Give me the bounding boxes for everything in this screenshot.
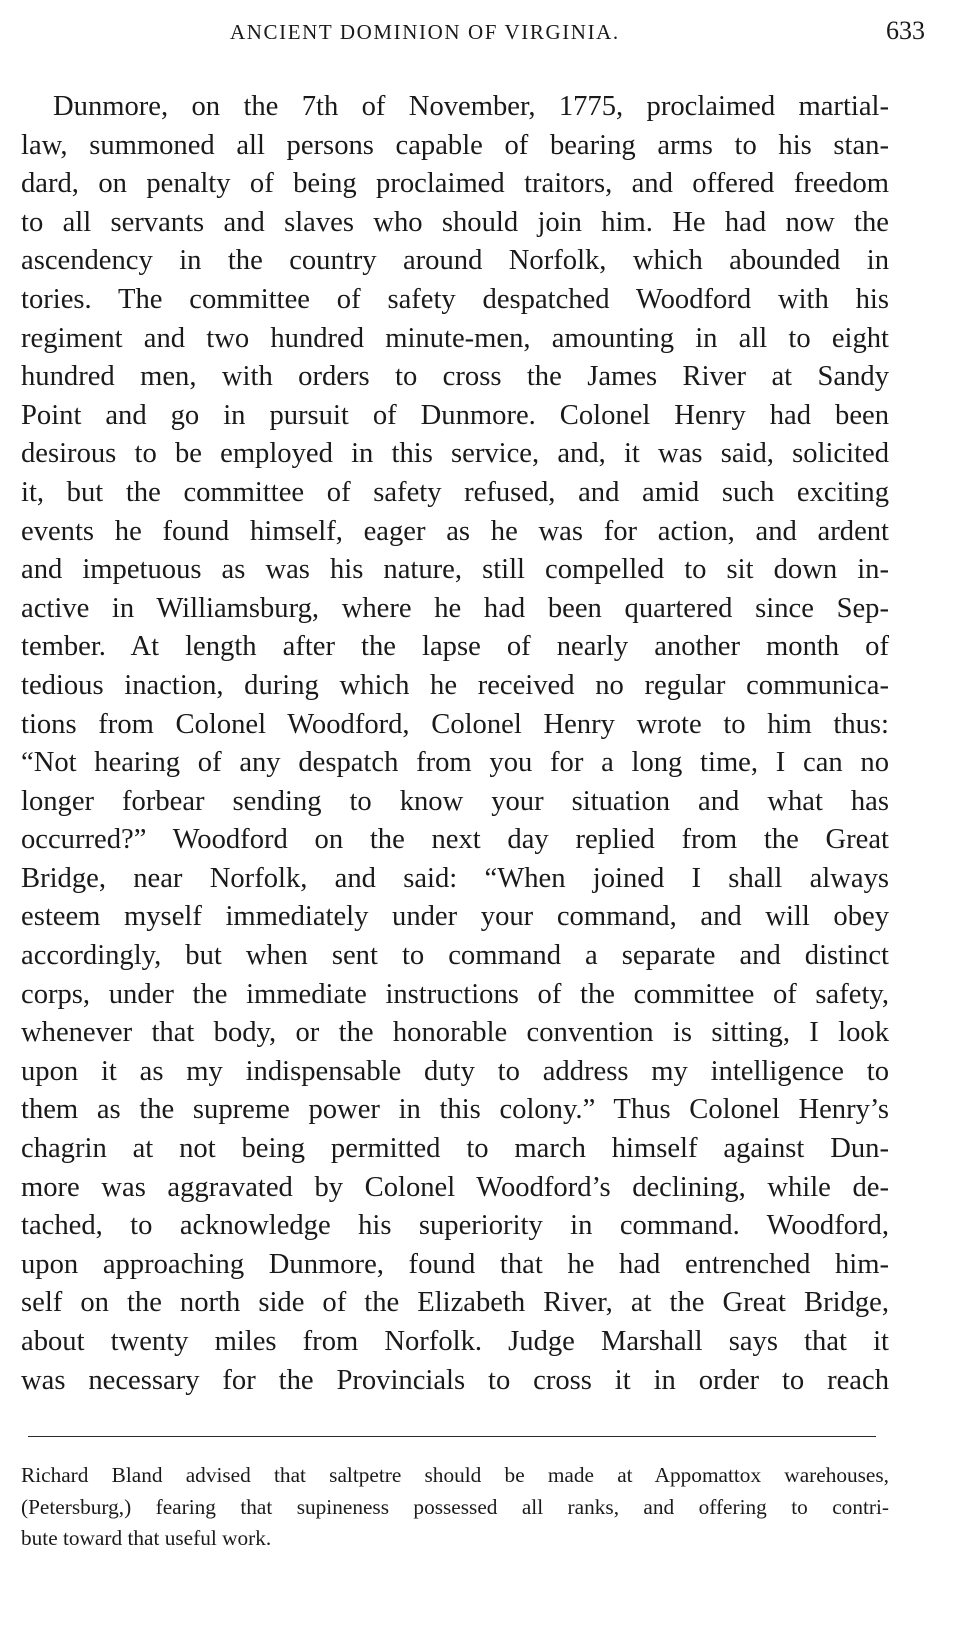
text-line: chagrin at not being permitted to march himself against Dun-	[21, 1133, 889, 1165]
text-line: upon it as my indispensable duty to address my intelligence to	[21, 1055, 889, 1087]
running-title: ANCIENT DOMINION OF VIRGINIA.	[230, 20, 620, 44]
text-line: desirous to be employed in this service, and, it was said, solicited	[21, 438, 889, 470]
text-line: esteem myself immediately under your command, and will obey	[21, 901, 889, 933]
footnote-divider	[28, 1436, 876, 1437]
text-line: ascendency in the country around Norfolk, which abounded in	[21, 245, 889, 277]
text-line: corps, under the immediate instructions of the committee of safety,	[21, 978, 889, 1010]
text-line: Point and go in pursuit of Dunmore. Colonel Henry had been	[21, 399, 889, 431]
text-line: them as the supreme power in this colony.” Thus Colonel Henry’s	[21, 1094, 889, 1126]
text-line: to all servants and slaves who should join him. He had now the	[21, 206, 889, 238]
text-line: Dunmore, on the 7th of November, 1775, proclaimed martial-	[53, 91, 889, 122]
text-line: tories. The committee of safety despatched Woodford with his	[21, 283, 889, 315]
text-line: tached, to acknowledge his superiority in command. Woodford,	[21, 1210, 889, 1242]
text-line: accordingly, but when sent to command a separate and distinct	[21, 940, 889, 972]
text-line: tember. At length after the lapse of nearly another month of	[21, 631, 889, 663]
text-line: it, but the committee of safety refused, and amid such exciting	[21, 476, 889, 508]
footnote-line: Richard Bland advised that saltpetre should be made at Appomattox warehouses,	[21, 1463, 889, 1487]
footnote-line: bute toward that useful work.	[21, 1526, 272, 1550]
text-line: active in Williamsburg, where he had been quartered since Sep-	[21, 592, 889, 624]
text-line: tedious inaction, during which he received no regular communica-	[21, 669, 889, 701]
text-line: upon approaching Dunmore, found that he had entrenched him-	[21, 1248, 889, 1280]
text-line: “Not hearing of any despatch from you for a long time, I can no	[21, 747, 889, 779]
text-line: was necessary for the Provincials to cross it in order to reach	[21, 1364, 889, 1396]
text-line: longer forbear sending to know your situation and what has	[21, 785, 889, 817]
text-line: more was aggravated by Colonel Woodford’s declining, while de-	[21, 1171, 889, 1203]
text-line: tions from Colonel Woodford, Colonel Henry wrote to him thus:	[21, 708, 889, 740]
text-line: regiment and two hundred minute-men, amounting in all to eight	[21, 322, 889, 354]
text-line: self on the north side of the Elizabeth River, at the Great Bridge,	[21, 1287, 889, 1319]
text-line: events he found himself, eager as he was for action, and ardent	[21, 515, 889, 547]
footnote	[21, 1460, 889, 1555]
text-line: dard, on penalty of being proclaimed traitors, and offered freedom	[21, 168, 889, 200]
text-line: law, summoned all persons capable of bearing arms to his stan-	[21, 129, 889, 161]
text-line: occurred?” Woodford on the next day replied from the Great	[21, 824, 889, 856]
text-line: about twenty miles from Norfolk. Judge Marshall says that it	[21, 1326, 889, 1357]
text-line: whenever that body, or the honorable convention is sitting, I look	[21, 1017, 889, 1049]
body-text	[21, 88, 889, 1400]
text-line: Bridge, near Norfolk, and said: “When joined I shall always	[21, 862, 889, 894]
footnote-line: (Petersburg,) fearing that supineness possessed all ranks, and offering to contri-	[21, 1494, 889, 1519]
text-line: hundred men, with orders to cross the James River at Sandy	[21, 361, 889, 393]
text-line: and impetuous as was his nature, still compelled to sit down in-	[21, 554, 889, 586]
page-number: 633	[886, 16, 925, 45]
